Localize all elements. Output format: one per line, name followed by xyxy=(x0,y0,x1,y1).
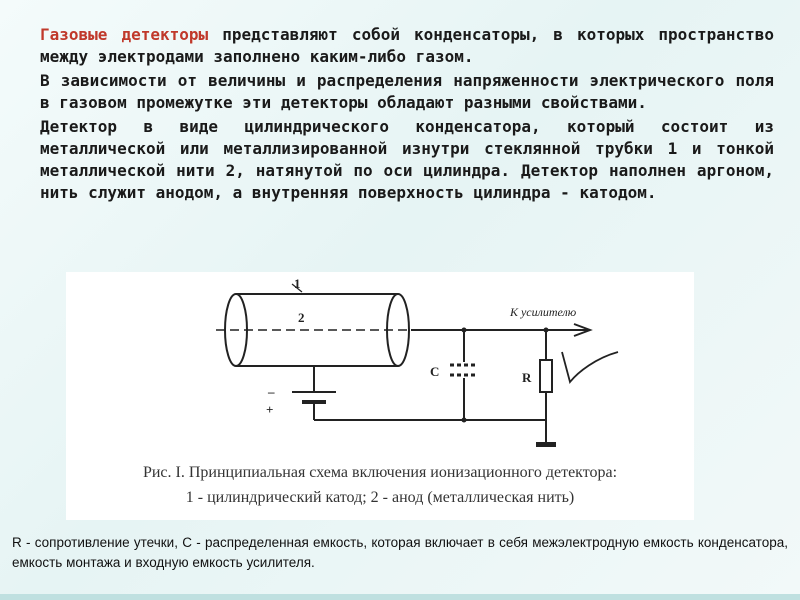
footnote-text: R - сопротивление утечки, C - распределенная емкость, которая включает в себя межэлектродную емкость конденсатора, емкость монтажа и входную емкость усилителя. xyxy=(12,535,788,570)
caption-line-1: Рис. I. Принципиальная схема включения ионизационного детектора: xyxy=(142,464,618,481)
junction-cap-top xyxy=(462,328,467,333)
caption-line-2: 1 - цилиндрический катод; 2 - анод (металлическая нить) xyxy=(185,489,575,506)
main-text xyxy=(40,24,774,206)
tube-label: 1 xyxy=(294,276,301,291)
figure-caption xyxy=(66,460,694,510)
ground-symbol xyxy=(536,442,556,447)
pulse-waveform xyxy=(562,352,618,382)
paragraph-2: В зависимости от величины и распределения напряженности электрического поля в газовом промежутке эти детекторы обладают разными свойствами. xyxy=(40,71,774,112)
wire-label: 2 xyxy=(298,310,305,325)
paragraph-1-rest: представляют собой конденсаторы, в которых пространство между электродами заполнено каким-либо газом. xyxy=(40,25,775,66)
resistor-body xyxy=(540,360,552,392)
junction-cap-bottom xyxy=(462,418,467,423)
paragraph-1 xyxy=(40,24,774,68)
junction-res-top xyxy=(544,328,549,333)
plus-label: + xyxy=(266,402,274,417)
circuit-figure xyxy=(66,272,694,520)
circuit-diagram xyxy=(66,272,694,458)
capacitor-label: C xyxy=(430,364,440,379)
minus-label: – xyxy=(268,384,275,399)
amplifier-label: К усилителю xyxy=(510,305,577,319)
paragraph-3: Детектор в виде цилиндрического конденсатора, который состоит из металлической или металлизированной изнутри стеклянной трубки 1 и тонкой металлической нити 2, натянутой по оси цилиндра. Детектор наполнен аргоном, нить служит анодом, а внутренняя поверхность цилиндра - катодом. xyxy=(40,117,774,202)
term-gas-detectors: Газовые детекторы xyxy=(40,25,209,44)
resistor-label: R xyxy=(522,370,532,385)
bottom-stripe xyxy=(0,594,800,600)
